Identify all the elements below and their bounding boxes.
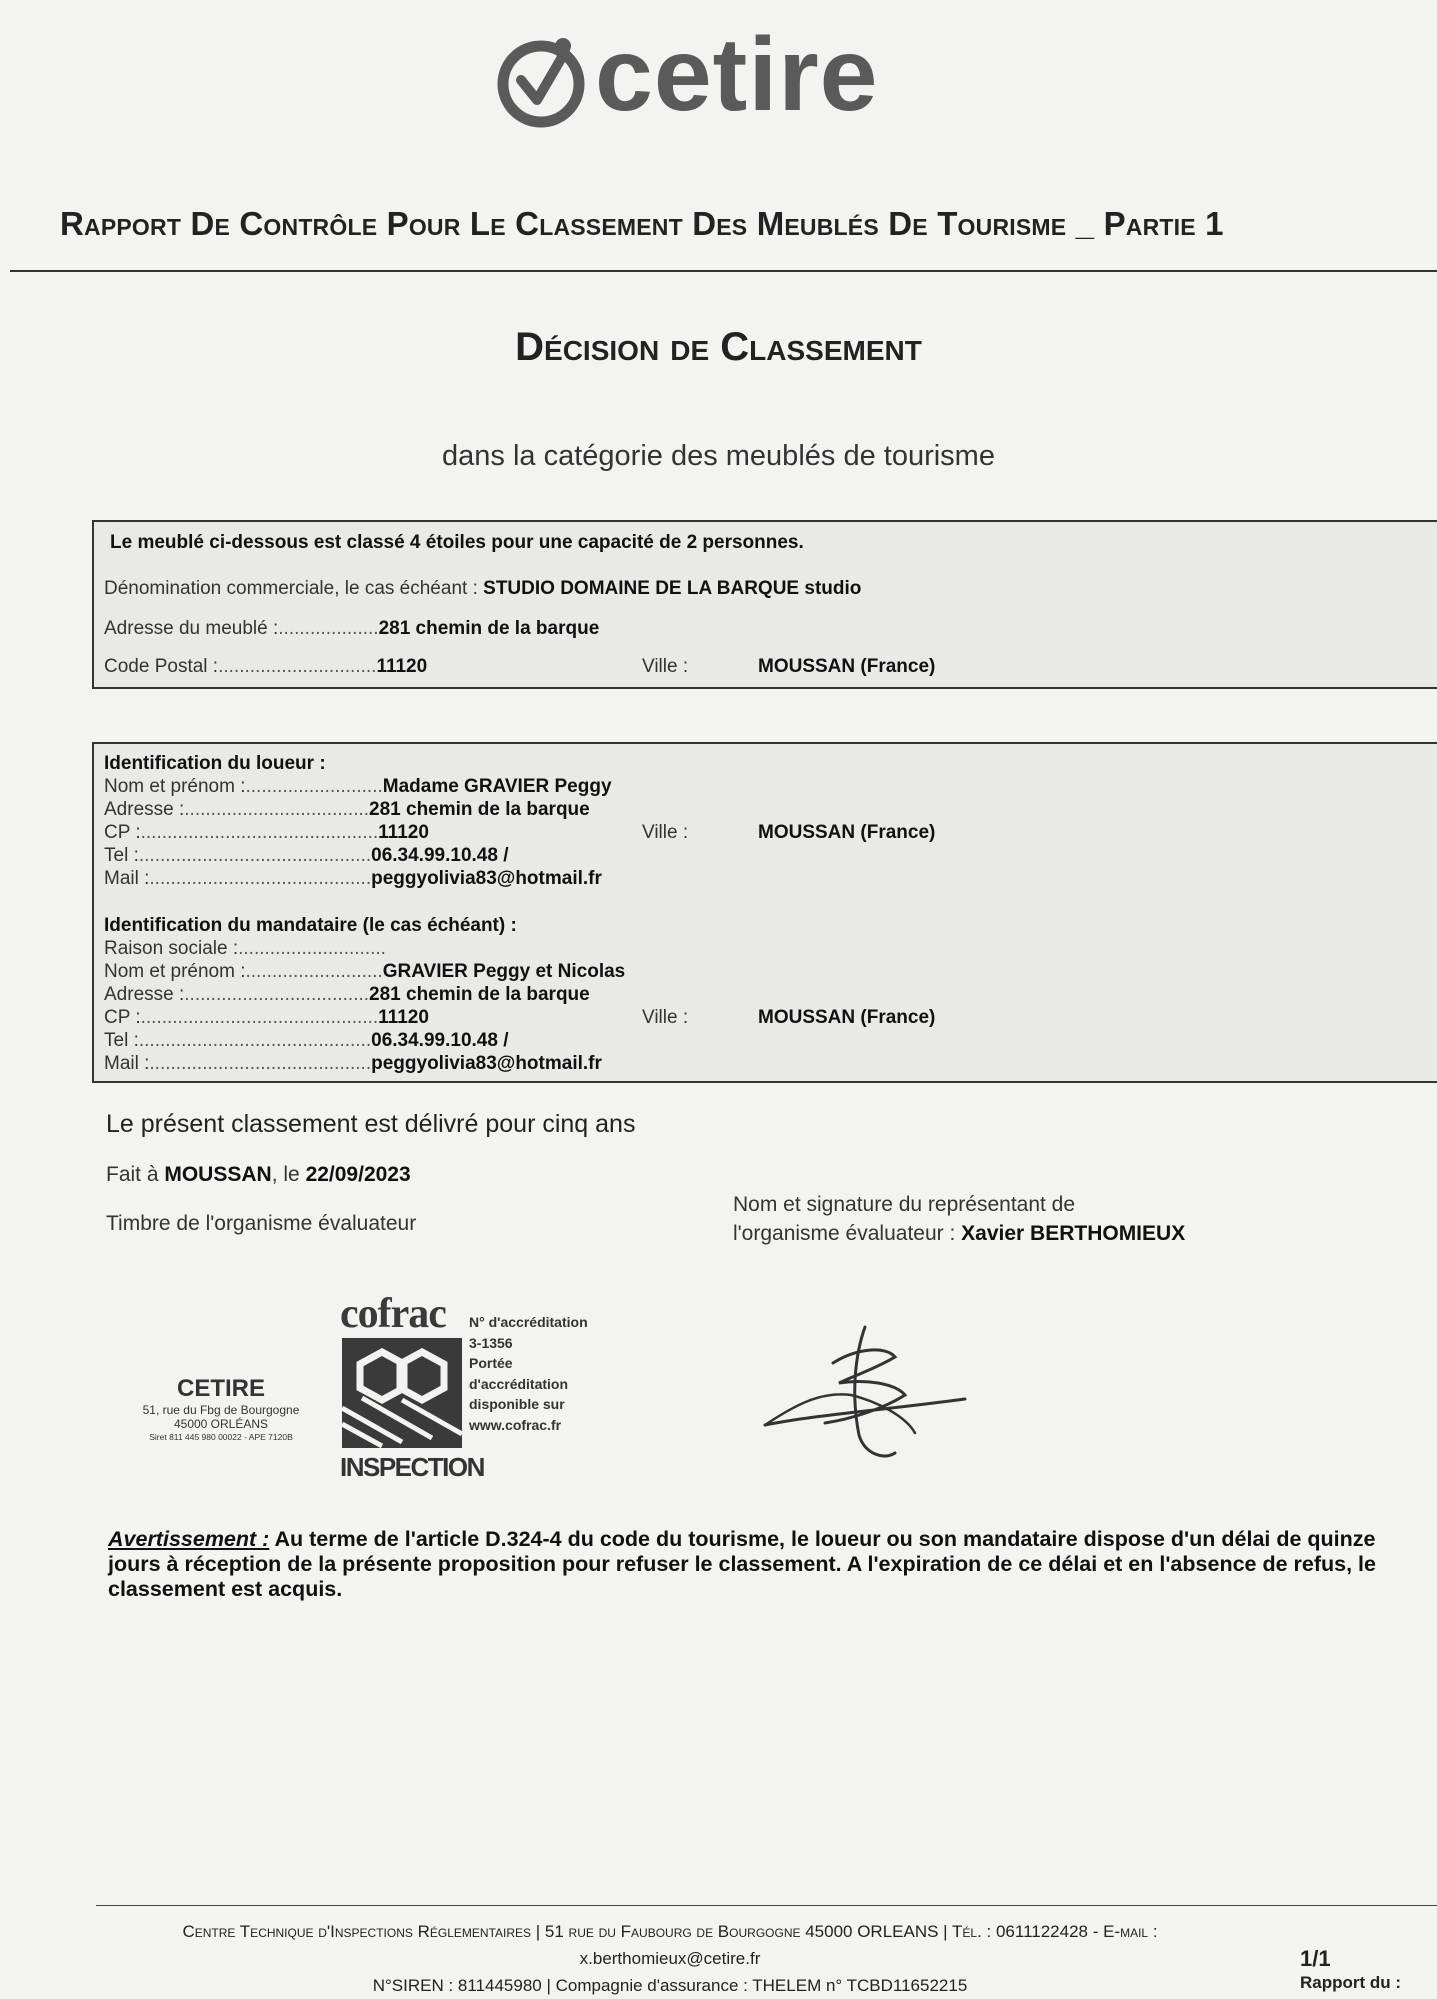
decision-title: Décision de Classement xyxy=(515,325,922,369)
owner-heading: Identification du loueur : xyxy=(104,753,326,774)
agent-company-row: Raison sociale :............................ xyxy=(104,938,386,959)
footer-info xyxy=(120,1918,1220,1999)
cofrac-type: INSPECTION xyxy=(340,1452,484,1482)
listing-address-row: Adresse du meublé :...................281 chemin de la barque xyxy=(104,618,600,639)
cofrac-hexagon-icon xyxy=(342,1338,462,1448)
decision-subtitle: dans la catégorie des meublés de tourisme xyxy=(442,440,995,472)
footer-line-1: Centre Technique d'Inspections Réglementaires | 51 rue du Faubourg de Bourgogne 45000 ORLEANS | Tél. : 0611122428 - E-mail : xyxy=(182,1922,1158,1941)
agent-city-label: Ville : xyxy=(642,1007,689,1028)
owner-city-label: Ville : xyxy=(642,822,689,843)
owner-city: MOUSSAN (France) xyxy=(758,822,936,843)
footer-divider xyxy=(96,1905,1437,1906)
title-divider xyxy=(10,270,1437,272)
agent-heading: Identification du mandataire (le cas échéant) : xyxy=(104,915,517,936)
report-title: Rapport De Contrôle Pour Le Classement Des Meublés De Tourisme _ Partie 1 xyxy=(60,205,1224,242)
cofrac-mark xyxy=(340,1290,484,1485)
owner-mail-row: Mail :..........................................peggyolivia83@hotmail.fr xyxy=(104,868,602,889)
cofrac-brand: cofrac xyxy=(340,1291,446,1337)
stamp-label: Timbre de l'organisme évaluateur xyxy=(106,1212,417,1235)
agent-city: MOUSSAN (France) xyxy=(758,1007,936,1028)
identification-box xyxy=(92,742,1437,1083)
page-number: 1/1 xyxy=(1300,1946,1331,1971)
agent-name-row: Nom et prénom :..........................GRAVIER Peggy et Nicolas xyxy=(104,961,626,982)
listing-city-label: Ville : xyxy=(642,656,689,677)
agent-address-row: Adresse :...................................281 chemin de la barque xyxy=(104,984,590,1005)
made-at-line: Fait à MOUSSAN, le 22/09/2023 xyxy=(106,1163,411,1186)
company-stamp xyxy=(108,1375,334,1443)
agent-tel-row: Tel :............................................06.34.99.10.48 / xyxy=(104,1030,509,1051)
agent-cp-row: CP :.............................................11120 xyxy=(104,1007,429,1028)
stamp-street: 51, rue du Fbg de Bourgogne xyxy=(142,1403,300,1417)
warning-paragraph: Avertissement : Au terme de l'article D.324-4 du code du tourisme, le loueur ou son mandataire dispose d'un délai de quinze jours à réception de la présente proposition pour refuser le classement. A l'expiration de ce délai et en l'absence de refus, le classement est acquis. xyxy=(108,1527,1376,1601)
owner-cp-row: CP :.............................................11120 xyxy=(104,822,429,843)
logo-wordmark: cetire xyxy=(595,17,879,133)
classification-statement: Le meublé ci-dessous est classé 4 étoiles pour une capacité de 2 personnes. xyxy=(110,532,804,553)
listing-box xyxy=(92,520,1437,689)
signatory-label: Nom et signature du représentant de l'organisme évaluateur : Xavier BERTHOMIEUX xyxy=(733,1193,1186,1245)
footer-line-3: N°SIREN : 811445980 | Compagnie d'assurance : THELEM n° TCBD11652215 xyxy=(372,1976,968,1995)
listing-city: MOUSSAN (France) xyxy=(758,656,936,677)
stamp-siret: Siret 811 445 980 00022 - APE 7120B xyxy=(149,1432,293,1442)
owner-tel-row: Tel :............................................06.34.99.10.48 / xyxy=(104,845,509,866)
footer-email: x.berthomieux@cetire.fr xyxy=(579,1949,761,1968)
commercial-name-row: Dénomination commerciale, le cas échéant : STUDIO DOMAINE DE LA BARQUE studio xyxy=(104,578,862,599)
owner-name-row: Nom et prénom :..........................Madame GRAVIER Peggy xyxy=(104,776,612,797)
cofrac-details: N° d'accréditation 3-1356 Portée d'accréditation disponible sur www.cofrac.fr xyxy=(469,1314,588,1433)
stamp-company: CETIRE xyxy=(176,1375,265,1402)
stamp-city: 45000 ORLÉANS xyxy=(173,1417,269,1431)
validity-statement: Le présent classement est délivré pour cinq ans xyxy=(106,1110,636,1138)
agent-mail-row: Mail :..........................................peggyolivia83@hotmail.fr xyxy=(104,1053,602,1074)
cetire-logo xyxy=(495,17,955,133)
signature xyxy=(755,1315,975,1465)
listing-postal-row: Code Postal :..............................11120 xyxy=(104,656,428,677)
report-date-label: Rapport du : xyxy=(1300,1973,1402,1992)
check-circle-icon xyxy=(495,22,591,132)
owner-address-row: Adresse :...................................281 chemin de la barque xyxy=(104,799,590,820)
